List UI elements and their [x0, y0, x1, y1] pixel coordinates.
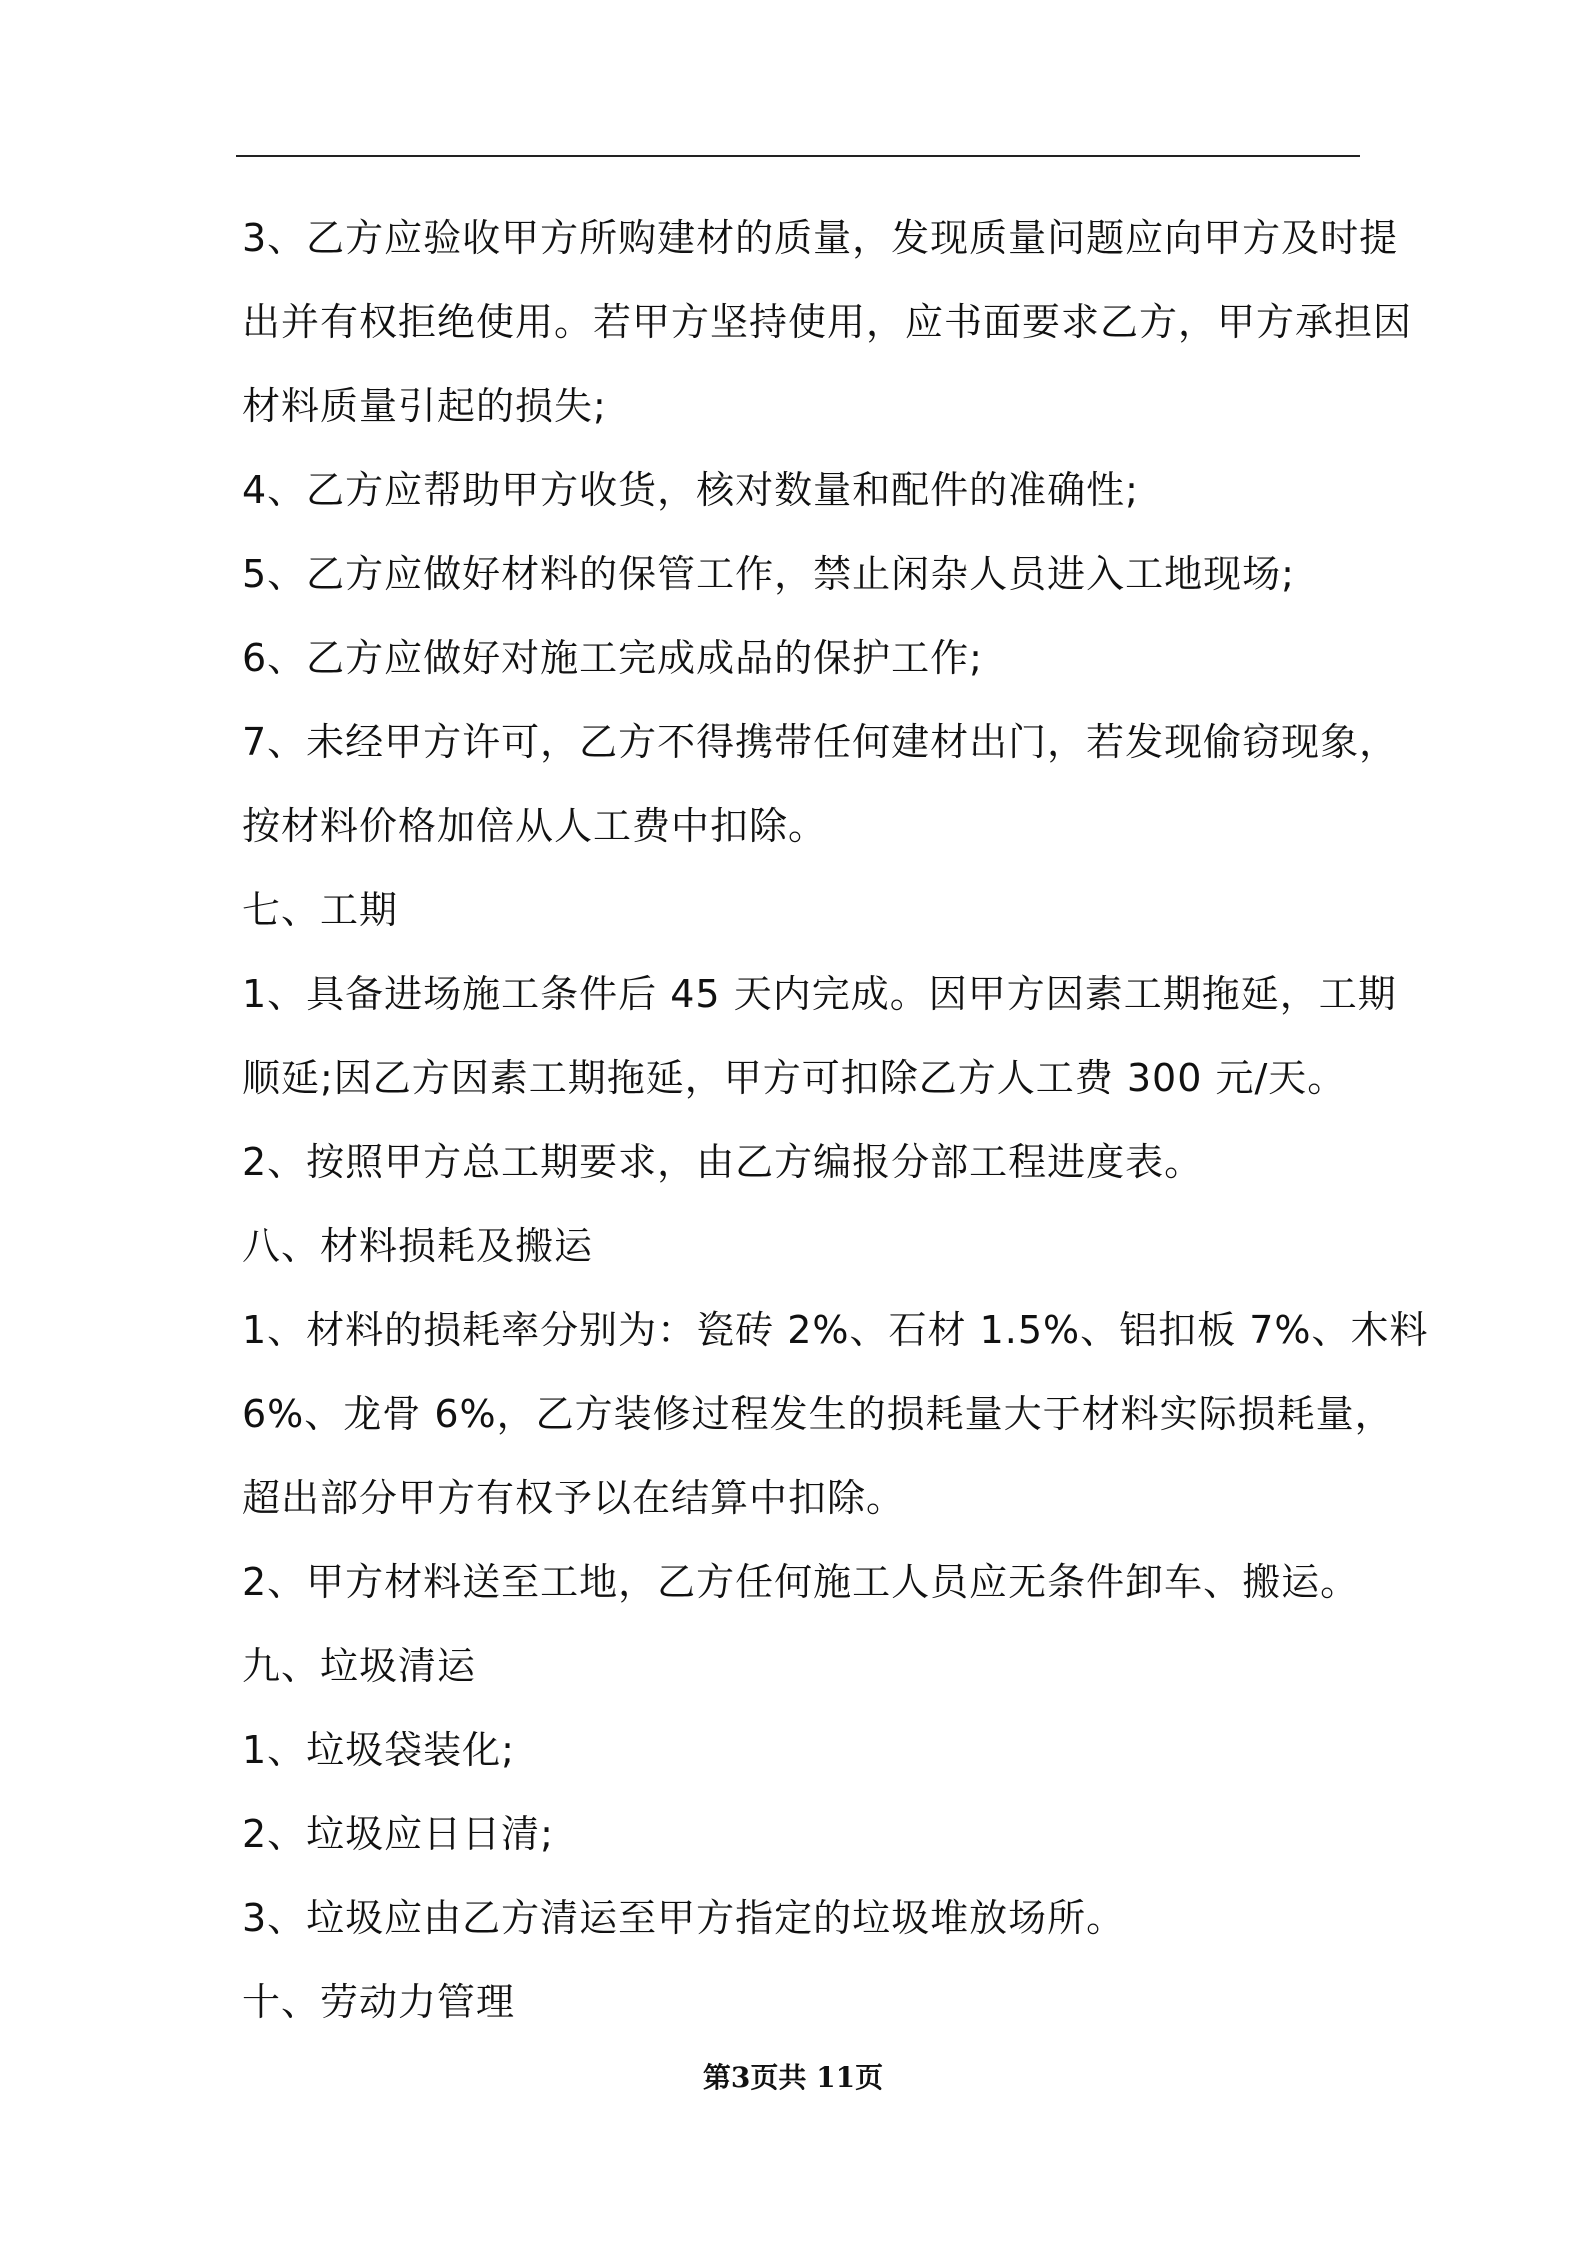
section-heading: 九、垃圾清运	[242, 1644, 477, 1688]
document-body	[242, 196, 1429, 2044]
text-line: 2、按照甲方总工期要求，由乙方编报分部工程进度表。	[242, 1140, 1204, 1184]
text-line: 5、乙方应做好材料的保管工作，禁止闲杂人员进入工地现场;	[242, 552, 1295, 596]
text-line: 6、乙方应做好对施工完成成品的保护工作;	[242, 636, 983, 680]
text-line: 3、垃圾应由乙方清运至甲方指定的垃圾堆放场所。	[242, 1896, 1126, 1940]
text-line: 1、具备进场施工条件后 45 天内完成。因甲方因素工期拖延，工期	[242, 972, 1397, 1016]
text-line: 出并有权拒绝使用。若甲方坚持使用，应书面要求乙方，甲方承担因	[242, 300, 1413, 344]
text-line: 材料质量引起的损失;	[242, 384, 607, 428]
text-line: 4、乙方应帮助甲方收货，核对数量和配件的准确性;	[242, 468, 1139, 512]
text-line: 1、材料的损耗率分别为：瓷砖 2%、石材 1.5%、铝扣板 7%、木料	[242, 1308, 1429, 1352]
text-line: 按材料价格加倍从人工费中扣除。	[242, 804, 828, 848]
text-line: 7、未经甲方许可，乙方不得携带任何建材出门，若发现偷窃现象，	[242, 720, 1399, 764]
text-line: 6%、龙骨 6%，乙方装修过程发生的损耗量大于材料实际损耗量，	[242, 1392, 1394, 1436]
page-number: 第3页共 11页	[702, 2061, 884, 2094]
text-line: 顺延;因乙方因素工期拖延，甲方可扣除乙方人工费 300 元/天。	[242, 1056, 1347, 1100]
text-line: 1、垃圾袋装化;	[242, 1728, 515, 1772]
section-heading: 七、工期	[242, 888, 399, 932]
section-heading: 十、劳动力管理	[242, 1980, 516, 2024]
section-heading: 八、材料损耗及搬运	[242, 1224, 594, 1268]
text-line: 2、甲方材料送至工地，乙方任何施工人员应无条件卸车、搬运。	[242, 1560, 1360, 1604]
header-rule	[236, 155, 1360, 157]
text-line: 2、垃圾应日日清;	[242, 1812, 554, 1856]
text-line: 3、乙方应验收甲方所购建材的质量，发现质量问题应向甲方及时提	[242, 216, 1399, 260]
text-line: 超出部分甲方有权予以在结算中扣除。	[242, 1476, 906, 1520]
